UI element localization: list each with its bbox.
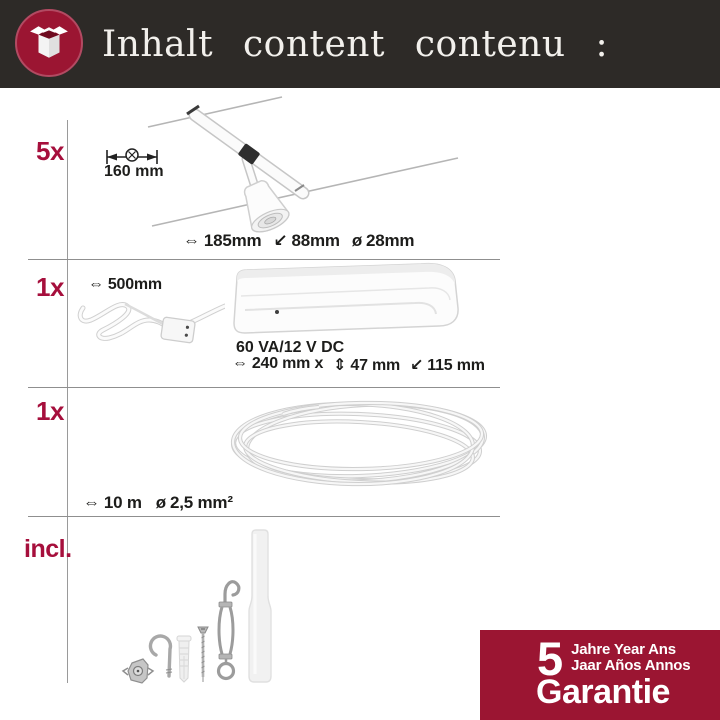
qty-spots: 5x	[36, 136, 64, 166]
qty-cable: 1x	[36, 396, 64, 426]
projection-arrow-icon: ↙	[410, 357, 424, 374]
table-vertical-line	[67, 120, 68, 683]
warranty-top	[480, 630, 720, 685]
power-cord-illustration	[75, 290, 225, 350]
row-divider-3	[28, 516, 500, 517]
header	[0, 0, 720, 88]
plug-connector	[161, 317, 196, 343]
dim-height	[333, 355, 400, 375]
row-divider-1	[28, 259, 500, 260]
warranty-badge	[480, 630, 720, 720]
dim-width	[232, 355, 323, 375]
page-title: Inhalt content contenu :	[102, 24, 609, 65]
qty-transformer: 1x	[36, 272, 64, 302]
cover-sleeve	[249, 530, 271, 682]
dim-value: 10 m	[103, 493, 142, 512]
dim-value: 28mm	[366, 231, 415, 250]
dim-width	[83, 493, 142, 513]
transformer-illustration	[225, 262, 465, 342]
width-arrow-icon: ⇔	[232, 355, 248, 372]
spot-spacing-label: 160 mm	[104, 163, 164, 180]
qty-included: incl.	[24, 535, 72, 563]
dim-projection	[410, 355, 485, 375]
warranty-line1: Jahre Year Ans	[571, 641, 676, 658]
wall-plug	[177, 636, 191, 682]
diameter-icon: ø	[351, 231, 362, 250]
dim-projection	[273, 231, 339, 251]
dim-value: 500mm	[107, 276, 162, 293]
dim-value: 2,5 mm²	[169, 493, 233, 512]
cable-coil-illustration	[225, 390, 495, 502]
open-box-glyph	[28, 22, 70, 64]
projection-arrow-icon: ↙	[273, 231, 288, 250]
diameter-icon: ø	[155, 493, 166, 512]
warranty-years: 5	[537, 632, 563, 685]
screw	[198, 627, 208, 682]
transformer-power-rating: 60 VA/12 V DC	[236, 339, 345, 356]
warranty-languages	[571, 641, 690, 674]
width-arrow-icon: ⇔	[88, 276, 104, 293]
accessories-illustration	[118, 524, 283, 694]
dim-diameter	[156, 493, 233, 513]
dim-value: 47 mm	[350, 357, 401, 374]
dim-diameter	[352, 231, 415, 251]
dim-value: 115 mm	[427, 357, 485, 374]
dim-value: 185mm	[203, 231, 262, 250]
dim-value: 240 mm x	[251, 355, 324, 372]
dim-width	[183, 231, 261, 251]
hook	[150, 636, 172, 676]
spot-dimensions	[183, 231, 414, 251]
warranty-title: Garantie	[536, 673, 670, 711]
box-icon	[15, 9, 83, 77]
transformer-dimensions	[232, 355, 485, 375]
turnbuckle	[219, 582, 239, 679]
cable-clamp	[123, 659, 153, 683]
row-divider-2	[28, 387, 500, 388]
coil-dimensions	[83, 493, 233, 513]
width-arrow-icon: ⇔	[83, 493, 100, 512]
dim-value: 88mm	[291, 231, 340, 250]
height-arrow-icon: ⇕	[333, 357, 347, 374]
width-arrow-icon: ⇔	[183, 231, 200, 250]
warranty-line2: Jaar Años Annos	[571, 657, 691, 674]
